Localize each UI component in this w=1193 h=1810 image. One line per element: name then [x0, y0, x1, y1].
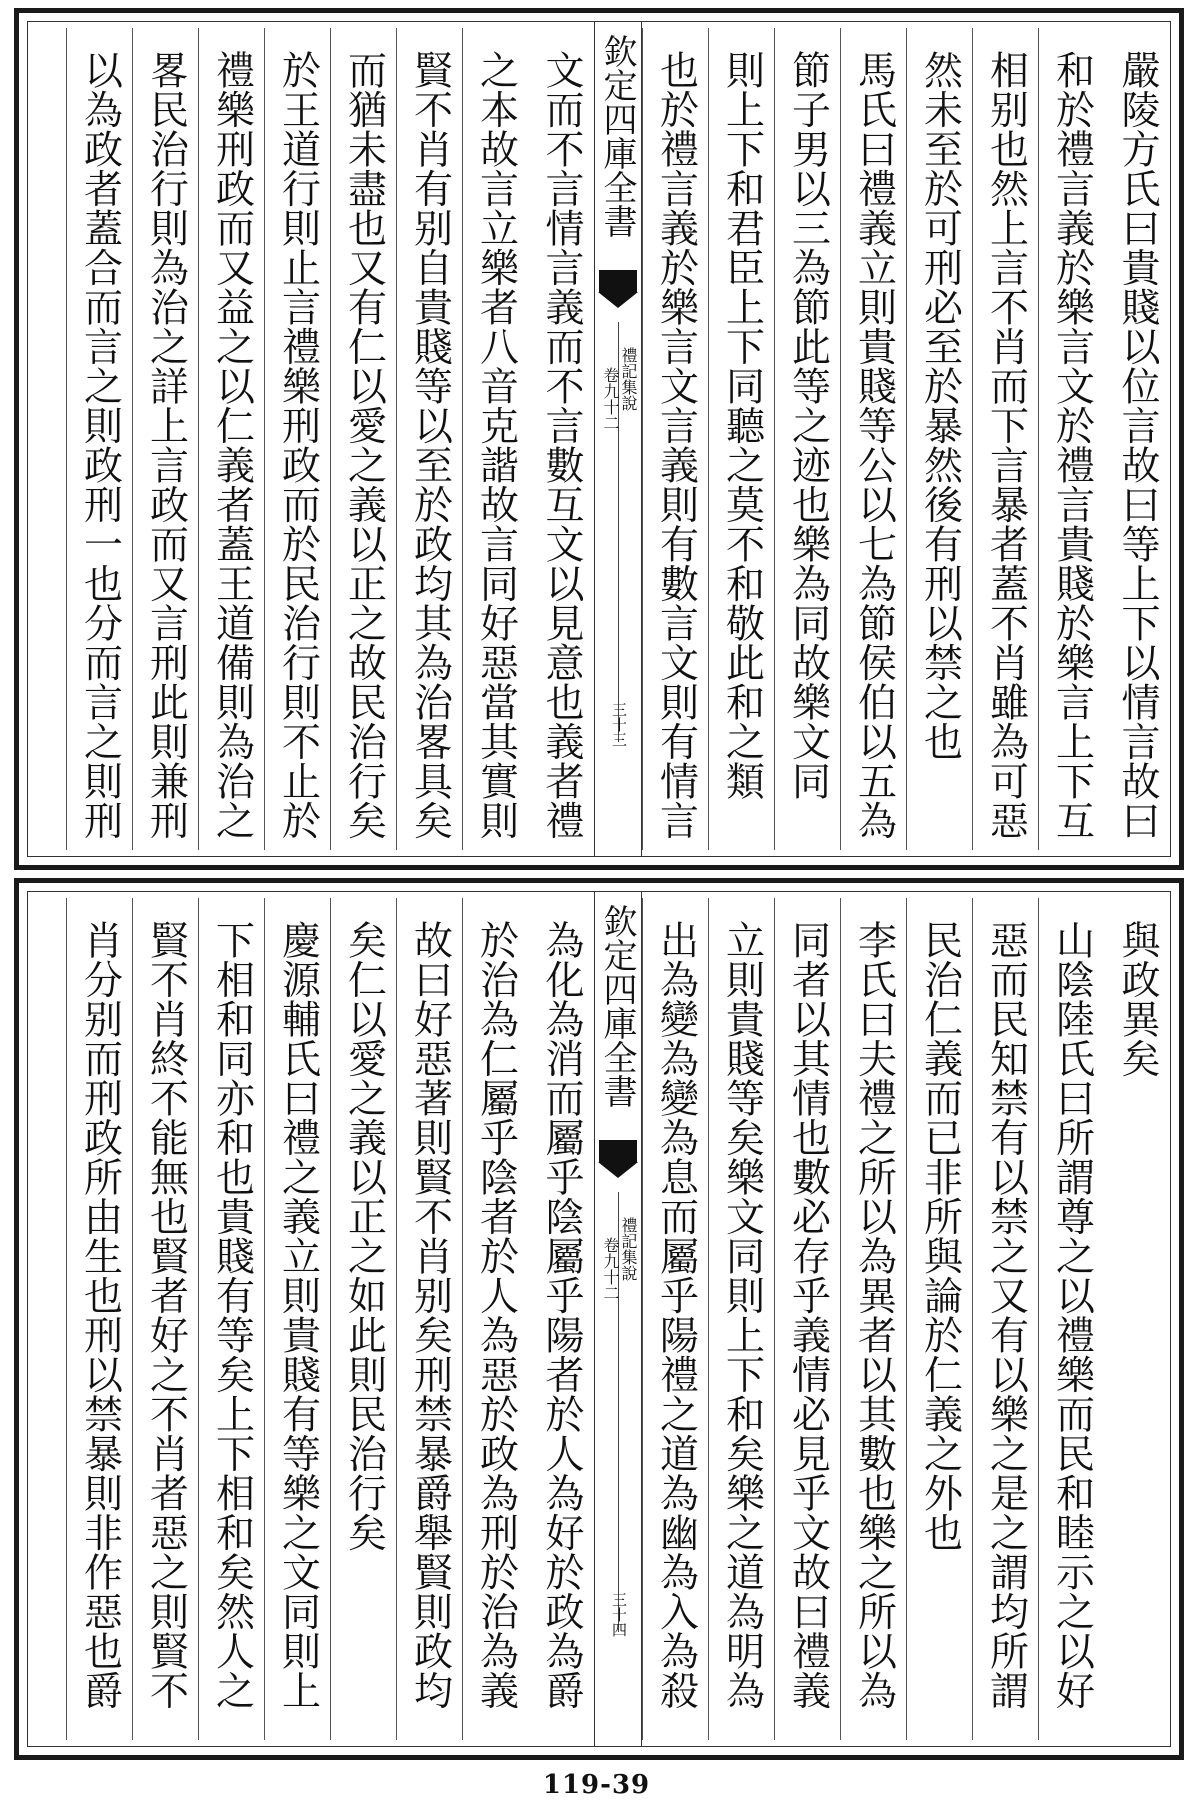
column-text: 文而不言情言義而不言數互文以見意也義者禮 [539, 50, 584, 840]
text-column [708, 898, 774, 1740]
column-text: 賢不肖有别自貴賤等以至於政均其為治畧具矣 [407, 50, 453, 840]
column-text: 相别也然上言不肖而下言暴者蓋不肖雖為可惡 [983, 50, 1029, 840]
text-column [198, 898, 264, 1740]
column-text: 同者以其情也數必存乎義情必見乎文故曰禮義 [785, 920, 831, 1710]
bottom-leaf [14, 878, 1184, 1760]
text-column [396, 898, 462, 1740]
column-text: 為化為消而屬乎陰屬乎陽者於人為好於政為爵 [539, 920, 584, 1710]
text-column [708, 28, 774, 850]
text-column [972, 898, 1038, 1740]
column-text: 也於禮言義於樂言文言義則有數言文則有情言 [653, 50, 699, 840]
column-text: 以為政者蓋合而言之則政刑一也分而言之則刑 [77, 50, 123, 840]
column-text: 李氏曰夫禮之所以為異者以其數也樂之所以為 [851, 920, 897, 1710]
column-text: 和於禮言義於樂言文於禮言貴賤於樂言上下互 [1049, 50, 1095, 840]
column-text: 故曰好惡著則賢不肖别矣刑禁暴爵舉賢則政均 [407, 920, 453, 1710]
text-column [264, 898, 330, 1740]
column-text: 於王道行則止言禮樂刑政而於民治行則不止於 [275, 50, 321, 840]
text-column [840, 898, 906, 1740]
top-leaf-frame [27, 21, 1171, 857]
center-page-number: 三十三 [610, 702, 628, 747]
text-column [1104, 898, 1170, 1740]
column-text: 嚴陵方氏曰貴賤以位言故曰等上下以情言故曰 [1115, 50, 1160, 840]
text-column [642, 898, 708, 1740]
column-text: 於治為仁屬乎陰者於人為惡於政為刑於治為義 [473, 920, 519, 1710]
center-volume: 卷九十二 [601, 367, 620, 431]
column-text: 禮樂刑政而又益之以仁義者蓋王道備則為治之 [209, 50, 255, 840]
column-text: 節子男以三為節此等之迹也樂為同故樂文同 [785, 50, 831, 801]
text-column [198, 28, 264, 850]
text-column [528, 898, 594, 1740]
text-column [1104, 28, 1170, 850]
text-column [66, 28, 132, 850]
text-column [66, 898, 132, 1740]
column-text: 馬氏曰禮義立則貴賤等公以七為節侯伯以五為 [851, 50, 897, 840]
fishtail-icon [599, 270, 637, 292]
text-column [330, 28, 396, 850]
column-text: 賢不肖終不能無也賢者好之不肖者惡之則賢不 [143, 920, 189, 1710]
column-text: 惡而民知禁有以禁之又有以樂之是之謂均所謂 [983, 920, 1029, 1710]
text-column [840, 28, 906, 850]
text-column [462, 28, 528, 850]
column-text: 與政異矣 [1115, 920, 1160, 1078]
text-column [132, 28, 198, 850]
fishtail-icon [599, 1140, 637, 1162]
column-text: 山陰陸氏曰所謂尊之以禮樂而民和睦示之以好 [1049, 920, 1095, 1710]
center-title: 欽定四庫全書 [597, 904, 637, 1108]
column-text: 之本故言立樂者八音克諧故言同好惡當其實則 [473, 50, 519, 840]
column-text: 出為變為變為息而屬乎陽禮之道為幽為入為殺 [653, 920, 699, 1710]
center-title: 欽定四庫全書 [597, 34, 637, 238]
column-text: 慶源輔氏曰禮之義立則貴賤有等樂之文同則上 [275, 920, 321, 1710]
column-text: 則上下和君臣上下同聽之莫不和敬此和之類 [719, 50, 765, 801]
text-column [264, 28, 330, 850]
center-fold [594, 892, 642, 1746]
text-column [774, 28, 840, 850]
text-column [972, 28, 1038, 850]
text-column [906, 28, 972, 850]
text-column [330, 898, 396, 1740]
column-text: 肖分别而刑政所由生也刑以禁暴則非作惡也爵 [77, 920, 123, 1710]
page-number-footer: 119-39 [542, 1770, 651, 1800]
column-text: 矣仁以愛之義以正之如此則民治行矣 [341, 920, 387, 1552]
center-fold [594, 22, 642, 856]
text-column [774, 898, 840, 1740]
column-text: 立則貴賤等矣樂文同則上下和矣樂之道為明為 [719, 920, 765, 1710]
bottom-leaf-frame [27, 891, 1171, 1747]
text-column [1038, 898, 1104, 1740]
center-book-title: 禮記集說 [619, 1217, 638, 1281]
column-text: 而猶未盡也又有仁以愛之義以正之故民治行矣 [341, 50, 387, 840]
top-leaf [14, 8, 1184, 870]
center-volume: 卷九十二 [601, 1237, 620, 1301]
text-column [906, 898, 972, 1740]
text-column [132, 898, 198, 1740]
column-text: 然未至於可刑必至於暴然後有刑以禁之也 [917, 50, 963, 761]
column-text: 民治仁義而已非所與論於仁義之外也 [917, 920, 963, 1552]
text-column [396, 28, 462, 850]
center-book-title: 禮記集說 [619, 347, 638, 411]
text-column [642, 28, 708, 850]
text-column [528, 28, 594, 850]
column-text: 下相和同亦和也貴賤有等矣上下相和矣然人之 [209, 920, 255, 1710]
center-page-number: 三十四 [610, 1592, 628, 1637]
text-column [1038, 28, 1104, 850]
text-column [462, 898, 528, 1740]
column-text: 畧民治行則為治之詳上言政而又言刑此則兼刑 [143, 50, 189, 840]
